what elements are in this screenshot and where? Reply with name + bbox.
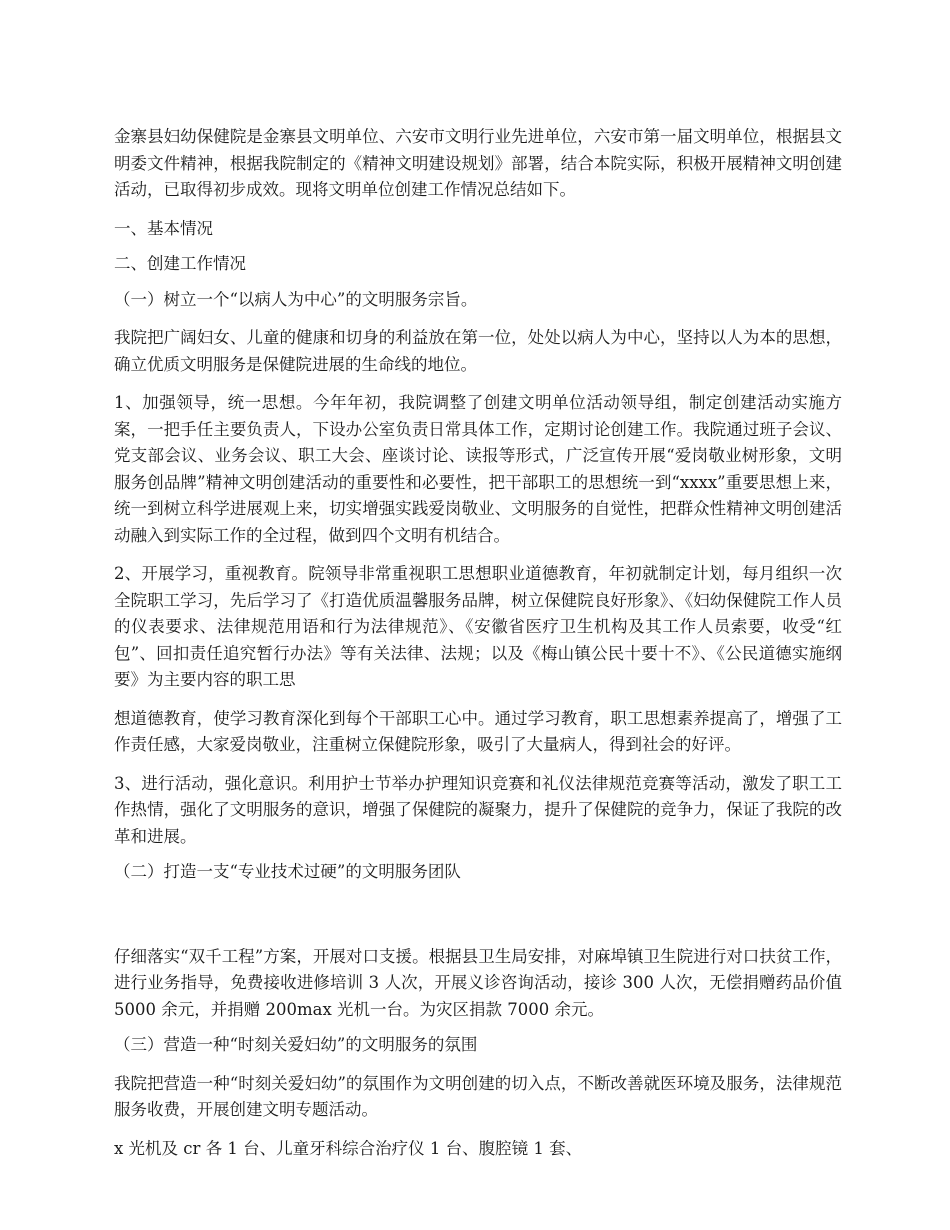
body-paragraph: 想道德教育，使学习教育深化到每个干部职工心中。通过学习教育，职工思想素养提高了，增强了工作责任感，大家爱岗敬业，注重树立保健院形象，吸引了大量病人，得到社会的好评。 — [114, 708, 842, 754]
body-paragraph: x 光机及 cr 各 1 台、儿童牙科综合治疗仪 1 台、腹腔镜 1 套、 — [114, 1138, 583, 1158]
body-paragraph: 1、加强领导，统一思想。今年年初，我院调整了创建文明单位活动领导组，制定创建活动实施方案，一把手任主要负责人，下设办公室负责日常具体工作，定期讨论创建工作。我院通过班子会议、党支部会议、业务会议、职工大会、座谈讨论、读报等形式，广泛宣传开展“爱岗敬业树形象，文明服务创品牌”精神文明创建活动的重要性和必要性，把干部职工的思想统一到“xxxx”重要思想上来，统一到树立科学进展观上来，切实增强实践爱岗敬业、文明服务的自觉性，把群众性精神文明创建活动融入到实际工作的全过程，做到四个文明有机结合。 — [114, 393, 842, 545]
body-paragraph: 2、开展学习，重视教育。院领导非常重视职工思想职业道德教育，年初就制定计划，每月组织一次全院职工学习，先后学习了《打造优质温馨服务品牌，树立保健院良好形象》、《妇幼保健院工作人员的仪表要求、法律规范用语和行为法律规范》、《安徽省医疗卫生机构及其工作人员索要，收受“红包”、回扣责任追究暂行办法》等有关法律、法规；以及《梅山镇公民十要十不》、《公民道德实施纲要》为主要内容的职工思 — [114, 564, 842, 689]
body-paragraph: 我院把广阔妇女、儿童的健康和切身的利益放在第一位，处处以病人为中心，坚持以人为本的思想，确立优质文明服务是保健院进展的生命线的地位。 — [114, 328, 842, 374]
subsection-heading-3: （三）营造一种“时刻关爱妇幼”的文明服务的氛围 — [114, 1035, 478, 1054]
document-body — [114, 124, 842, 1162]
body-paragraph: 仔细落实“双千工程”方案，开展对口支援。根据县卫生局安排，对麻埠镇卫生院进行对口扶贫工作，进行业务指导，免费接收进修培训 3 人次，开展义诊咨询活动，接诊 300 人次，无偿捐赠药品价值 5000 余元，并捐赠 200max 光机一台。为灾区捐款 7000 余元。 — [114, 946, 842, 1019]
section-heading-basic: 一、基本情况 — [114, 218, 213, 238]
intro-paragraph: 金寨县妇幼保健院是金寨县文明单位、六安市文明行业先进单位，六安市第一届文明单位，根据县文明委文件精神，根据我院制定的《精神文明建设规划》部署，结合本院实际，积极开展精神文明创建活动，已取得初步成效。现将文明单位创建工作情况总结如下。 — [114, 127, 842, 199]
subsection-heading-1: （一）树立一个“以病人为中心”的文明服务宗旨。 — [114, 289, 478, 309]
body-paragraph: 3、进行活动，强化意识。利用护士节举办护理知识竞赛和礼仪法律规范竞赛等活动，激发了职工工作热情，强化了文明服务的意识，增强了保健院的凝聚力，提升了保健院的竞争力，保证了我院的改革和进展。 — [114, 773, 842, 846]
section-heading-work: 二、创建工作情况 — [114, 254, 246, 273]
subsection-heading-2: （二）打造一支“专业技术过硬”的文明服务团队 — [114, 862, 461, 881]
body-paragraph: 我院把营造一种“时刻关爱妇幼”的氛围作为文明创建的切入点，不断改善就医环境及服务，法律规范服务收费，开展创建文明专题活动。 — [114, 1073, 842, 1119]
